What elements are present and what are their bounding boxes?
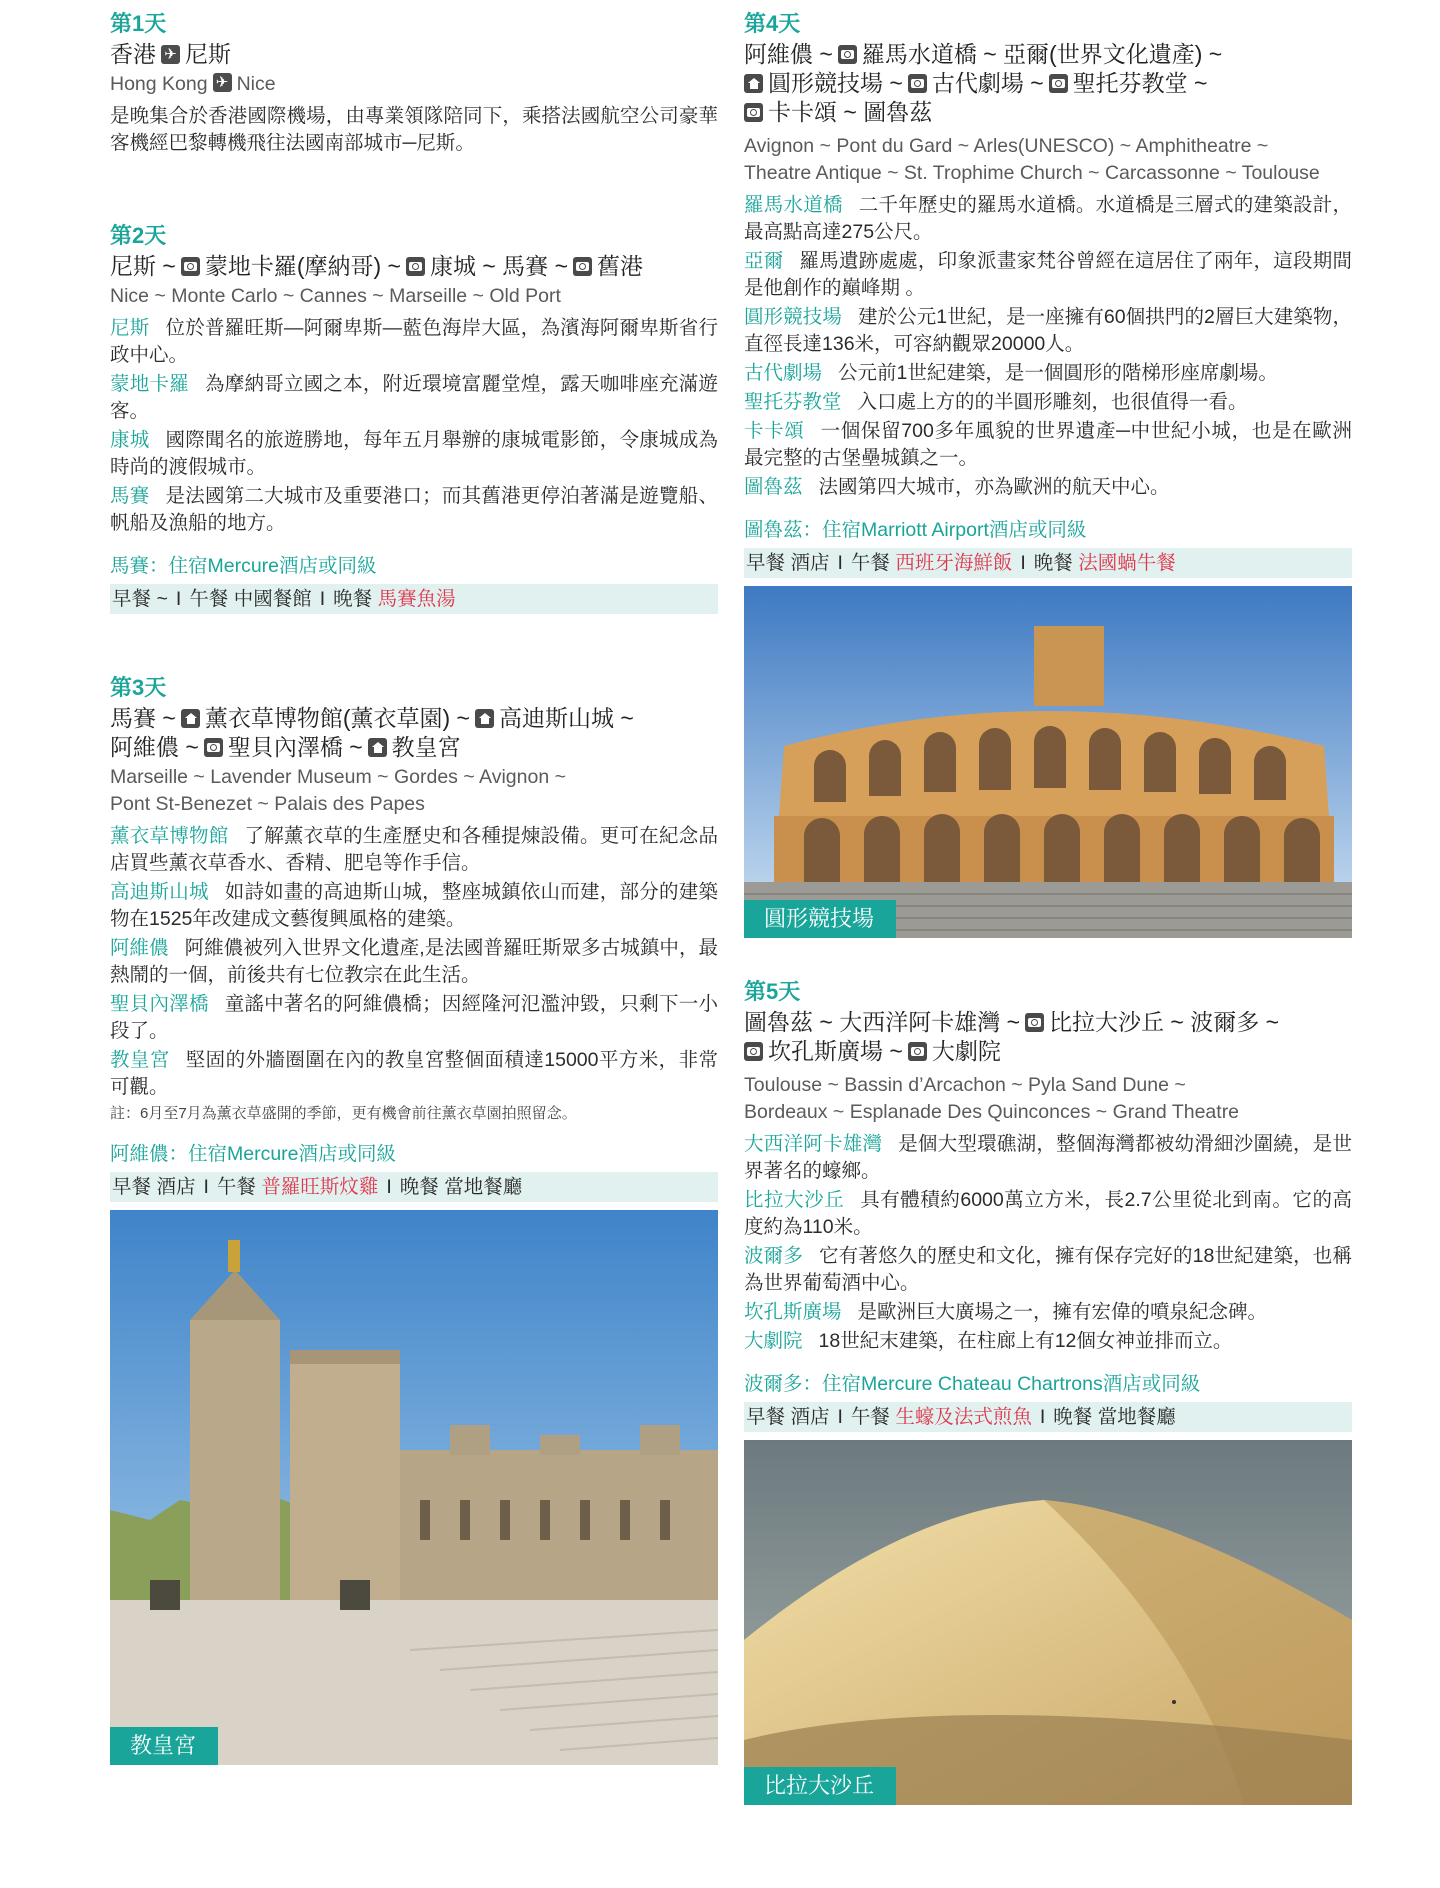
route-stop: 高迪斯山城 ~ <box>498 705 634 731</box>
day-3 <box>110 672 718 1765</box>
day-label: 第5天 <box>744 979 801 1004</box>
note: 註：6月至7月為薰衣草盛開的季節，更有機會前往薰衣草園拍照留念。 <box>110 1105 577 1122</box>
day-route <box>110 252 718 281</box>
keyword: 薰衣草博物館 <box>110 825 229 847</box>
photo-caption: 圓形競技場 <box>744 900 896 938</box>
keyword: 馬賽 <box>110 485 150 507</box>
camera-icon <box>744 1042 763 1061</box>
route-english-line: Pont St-Benezet ~ Palais des Papes <box>110 793 425 815</box>
amphitheatre-illustration <box>744 586 1352 938</box>
route-stop: 大劇院 <box>931 1038 1001 1064</box>
camera-icon <box>181 257 200 276</box>
route-stop: 圓形競技場 ~ <box>768 70 903 96</box>
lunch-label: 午餐 <box>850 552 890 574</box>
paragraph-text: 童謠中著名的阿維儂橋；因經隆河氾濫沖毀，只剩下一小段了。 <box>110 993 718 1042</box>
keyword: 大劇院 <box>744 1330 803 1352</box>
keyword: 羅馬水道橋 <box>744 194 843 216</box>
paragraph-text: 一個保留700多年風貌的世界遺產─中世紀小城，也是在歐洲最完整的古堡壘城鎮之一。 <box>744 420 1352 469</box>
paragraph <box>744 474 1352 501</box>
paragraph <box>744 1131 1352 1185</box>
breakfast-label: 早餐 <box>112 1176 152 1198</box>
paragraph <box>744 1243 1352 1297</box>
lunch-value: 中國餐館 <box>233 588 312 610</box>
route-english-line: Bordeaux ~ Esplanade Des Quinconces ~ Grand Theatre <box>744 1101 1240 1123</box>
dinner-value: 馬賽魚湯 <box>377 588 456 610</box>
meals-bar <box>110 584 718 614</box>
paragraph-text: 建於公元1世紀，是一座擁有60個拱門的2層巨大建築物，直徑長達136米，可容納觀眾20000人。 <box>744 306 1352 355</box>
paragraph-text: 二千年歷史的羅馬水道橋。水道橋是三層式的建築設計，最高點高達275公尺。 <box>744 194 1352 243</box>
paragraph-text: 位於普羅旺斯—阿爾卑斯—藍色海岸大區，為濱海阿爾卑斯省行政中心。 <box>110 317 718 366</box>
hotel-info: 波爾多：住宿Mercure Chateau Chartrons酒店或同級 <box>744 1373 1201 1395</box>
day-label: 第4天 <box>744 11 801 36</box>
lunch-label: 午餐 <box>216 1176 256 1198</box>
right-column <box>744 8 1352 1805</box>
camera-icon <box>838 45 857 64</box>
paragraph-text: 具有體積約6000萬立方米，長2.7公里從北到南。它的高度約為110米。 <box>744 1189 1352 1238</box>
dinner-value: 當地餐廳 <box>444 1176 523 1198</box>
day-description <box>110 103 718 157</box>
breakfast-label: 早餐 <box>112 588 152 610</box>
keyword: 聖托芬教堂 <box>744 391 842 413</box>
route-stop: 尼斯 <box>185 41 231 67</box>
separator: I <box>319 588 326 610</box>
keyword: 比拉大沙丘 <box>744 1189 845 1211</box>
camera-icon <box>204 738 223 757</box>
day-label: 第1天 <box>110 11 167 36</box>
day-4 <box>744 8 1352 938</box>
route-stop: 坎孔斯廣場 ~ <box>768 1038 903 1064</box>
separator: I <box>175 588 182 610</box>
lunch-value: 生蠔及法式煎魚 <box>895 1406 1032 1428</box>
day-2 <box>110 220 718 614</box>
keyword: 古代劇場 <box>744 362 823 384</box>
separator: I <box>386 1176 392 1198</box>
paragraph <box>110 1047 718 1101</box>
keyword: 坎孔斯廣場 <box>744 1301 842 1323</box>
lunch-label: 午餐 <box>850 1406 890 1428</box>
paragraph <box>744 1187 1352 1241</box>
paragraph <box>744 192 1352 246</box>
paragraph-text: 公元前1世紀建築，是一個圓形的階梯形座席劇場。 <box>838 362 1278 384</box>
plane-icon <box>161 45 180 64</box>
day-route <box>110 704 718 762</box>
route-stop: 香港 <box>110 41 156 67</box>
route-stop: 阿維儂 ~ <box>110 734 199 760</box>
paragraph <box>110 427 718 481</box>
route-stop-en: Hong Kong <box>110 73 208 95</box>
house-icon <box>181 709 200 728</box>
paragraph <box>744 1299 1352 1326</box>
breakfast-label: 早餐 <box>746 1406 786 1428</box>
paragraph-text: 法國第四大城市，亦為歐洲的航天中心。 <box>818 476 1170 498</box>
route-english-line: Theatre Antique ~ St. Trophime Church ~ Carcassonne ~ Toulouse <box>744 162 1320 184</box>
route-stop: 薰衣草博物館(薰衣草園) ~ <box>204 705 470 731</box>
dinner-label: 晚餐 <box>399 1176 439 1198</box>
breakfast-value: 酒店 <box>790 552 830 574</box>
photo-pyla-dune <box>744 1440 1352 1805</box>
route-stop: 蒙地卡羅(摩納哥) ~ <box>204 253 401 279</box>
keyword: 圓形競技場 <box>744 306 842 328</box>
separator: I <box>1039 1406 1046 1428</box>
paragraph <box>110 991 718 1045</box>
breakfast-value: 酒店 <box>790 1406 830 1428</box>
day-1 <box>110 8 718 157</box>
hotel-info: 馬賽：住宿Mercure酒店或同級 <box>110 555 377 577</box>
paragraph-text: 堅固的外牆圈圍在內的教皇宮整個面積達15000平方米，非常可觀。 <box>110 1049 718 1098</box>
photo-caption: 比拉大沙丘 <box>744 1767 896 1805</box>
house-icon <box>475 709 494 728</box>
route-stop: 阿維儂 ~ <box>744 41 833 67</box>
keyword: 波爾多 <box>744 1245 803 1267</box>
paragraph-text: 它有著悠久的歷史和文化，擁有保存完好的18世紀建築，也稱為世界葡萄酒中心。 <box>744 1245 1352 1294</box>
route-stop: 舊港 <box>597 253 644 279</box>
route-stop-en: Nice <box>236 73 276 95</box>
dinner-label: 晚餐 <box>1053 1406 1093 1428</box>
paragraph-text: 為摩納哥立國之本，附近環境富麗堂煌，露天咖啡座充滿遊客。 <box>110 373 718 422</box>
lunch-value: 普羅旺斯炆雞 <box>261 1176 379 1198</box>
house-icon <box>744 74 763 93</box>
lunch-label: 午餐 <box>189 588 229 610</box>
paragraph-text: 是法國第二大城市及重要港口；而其舊港更停泊著滿是遊覽船、帆船及漁船的地方。 <box>110 485 718 534</box>
paragraph <box>744 1328 1352 1355</box>
day-route-english <box>744 1072 1352 1126</box>
meals-bar <box>744 1402 1352 1432</box>
photo-caption: 教皇宮 <box>110 1727 218 1765</box>
paragraph <box>744 418 1352 472</box>
day-route-english <box>744 133 1352 187</box>
paragraph <box>744 304 1352 358</box>
day-route <box>744 1008 1352 1066</box>
route-stop: 古代劇場 ~ <box>931 70 1044 96</box>
camera-icon <box>908 74 927 93</box>
paragraph-text: 國際聞名的旅遊勝地，每年五月舉辦的康城電影節，令康城成為時尚的渡假城市。 <box>110 429 718 478</box>
route-english-line: Avignon ~ Pont du Gard ~ Arles(UNESCO) ~ Amphitheatre ~ <box>744 135 1269 157</box>
route-stop: 聖貝內澤橋 ~ <box>227 734 363 760</box>
paragraph-text: 了解薰衣草的生產歷史和各種提煉設備。更可在紀念品店買些薰衣草香水、香精、肥皂等作手信。 <box>110 825 718 874</box>
route-stop: 康城 ~ 馬賽 ~ <box>429 253 569 279</box>
lunch-value: 西班牙海鮮飯 <box>895 552 1013 574</box>
day-description <box>110 315 718 537</box>
route-stop: 馬賽 ~ <box>110 705 176 731</box>
paragraph-text: 如詩如畫的高迪斯山城，整座城鎮依山而建，部分的建築物在1525年改建成文藝復興風格的建築。 <box>110 881 718 930</box>
paragraph <box>110 483 718 537</box>
paragraph <box>110 823 718 877</box>
paragraph-text: 阿維儂被列入世界文化遺產,是法國普羅旺斯眾多古城鎮中，最熱鬧的一個，前後共有七位教宗在此生活。 <box>110 937 718 986</box>
day-route <box>744 40 1352 127</box>
paragraph <box>110 315 718 369</box>
dinner-value: 法國蝸牛餐 <box>1078 552 1176 574</box>
keyword: 大西洋阿卡雄灣 <box>744 1133 883 1155</box>
palace-illustration <box>110 1210 718 1765</box>
paragraph <box>744 248 1352 302</box>
day-route <box>110 40 718 69</box>
day-description <box>744 192 1352 501</box>
photo-palais-des-papes <box>110 1210 718 1765</box>
paragraph-text: 是個大型環礁湖，整個海灣都被幼滑細沙圍繞，是世界著名的蠔鄉。 <box>744 1133 1352 1182</box>
dinner-label: 晚餐 <box>333 588 373 610</box>
house-icon <box>368 738 387 757</box>
keyword: 圖魯茲 <box>744 476 803 498</box>
dune-illustration <box>744 1440 1352 1805</box>
day-5 <box>744 976 1352 1805</box>
meals-bar <box>110 1172 718 1202</box>
separator: I <box>837 1406 843 1428</box>
keyword: 亞爾 <box>744 250 784 272</box>
separator: I <box>1020 552 1026 574</box>
route-stop: 教皇宮 <box>391 734 461 760</box>
keyword: 高迪斯山城 <box>110 881 209 903</box>
photo-arles-amphitheatre <box>744 586 1352 938</box>
route-stop: 圖魯茲 ~ 大西洋阿卡雄灣 ~ <box>744 1009 1021 1035</box>
paragraph <box>110 879 718 933</box>
route-english-line: Marseille ~ Lavender Museum ~ Gordes ~ Avignon ~ <box>110 766 566 788</box>
meals-bar <box>744 548 1352 578</box>
day-route-english <box>110 764 718 818</box>
hotel-info: 圖魯茲：住宿Marriott Airport酒店或同級 <box>744 519 1087 541</box>
route-stop: 卡卡頌 ~ 圖魯茲 <box>768 99 933 125</box>
route-english-line: Toulouse ~ Bassin d’Arcachon ~ Pyla Sand Dune ~ <box>744 1074 1186 1096</box>
day-label: 第2天 <box>110 223 167 248</box>
paragraph <box>744 360 1352 387</box>
keyword: 聖貝內澤橋 <box>110 993 209 1015</box>
paragraph: 是晚集合於香港國際機場，由專業領隊陪同下，乘搭法國航空公司豪華客機經巴黎轉機飛往法國南部城市─尼斯。 <box>110 105 718 154</box>
paragraph <box>110 935 718 989</box>
plane-icon <box>213 73 232 92</box>
paragraph-text: 18世紀末建築，在柱廊上有12個女神並排而立。 <box>818 1330 1233 1352</box>
breakfast-value: 酒店 <box>156 1176 196 1198</box>
route-stop: 羅馬水道橋 ~ 亞爾(世界文化遺產) ~ <box>861 41 1223 67</box>
dinner-value: 當地餐廳 <box>1097 1406 1176 1428</box>
route-stop: 聖托芬教堂 ~ <box>1072 70 1208 96</box>
separator: I <box>837 552 843 574</box>
keyword: 卡卡頌 <box>744 420 805 442</box>
day-label: 第3天 <box>110 675 167 700</box>
breakfast-label: 早餐 <box>746 552 786 574</box>
camera-icon <box>744 103 763 122</box>
route-stop: 尼斯 ~ <box>110 253 176 279</box>
camera-icon <box>1049 74 1068 93</box>
day-route-english <box>110 71 718 98</box>
day-description <box>110 823 718 1101</box>
paragraph-text: 羅馬遺跡處處，印象派畫家梵谷曾經在這居住了兩年，這段期間是他創作的巔峰期 。 <box>744 250 1352 299</box>
camera-icon <box>406 257 425 276</box>
day-description <box>744 1131 1352 1355</box>
keyword: 康城 <box>110 429 150 451</box>
camera-icon <box>908 1042 927 1061</box>
dinner-label: 晚餐 <box>1033 552 1073 574</box>
keyword: 蒙地卡羅 <box>110 373 189 395</box>
day-route-english: Nice ~ Monte Carlo ~ Cannes ~ Marseille ~ Old Port <box>110 285 561 307</box>
keyword: 教皇宮 <box>110 1049 170 1071</box>
separator: I <box>203 1176 209 1198</box>
keyword: 阿維儂 <box>110 937 169 959</box>
route-stop: 比拉大沙丘 ~ 波爾多 ~ <box>1049 1009 1280 1035</box>
paragraph-text: 是歐洲巨大廣場之一，擁有宏偉的噴泉紀念碑。 <box>857 1301 1268 1323</box>
paragraph <box>110 371 718 425</box>
paragraph <box>744 389 1352 416</box>
keyword: 尼斯 <box>110 317 150 339</box>
hotel-info: 阿維儂：住宿Mercure酒店或同級 <box>110 1143 397 1165</box>
camera-icon <box>1025 1013 1044 1032</box>
breakfast-value: ~ <box>156 588 168 610</box>
camera-icon <box>573 257 592 276</box>
left-column <box>110 8 718 1765</box>
paragraph-text: 入口處上方的的半圓形雕刻，也很值得一看。 <box>857 391 1248 413</box>
